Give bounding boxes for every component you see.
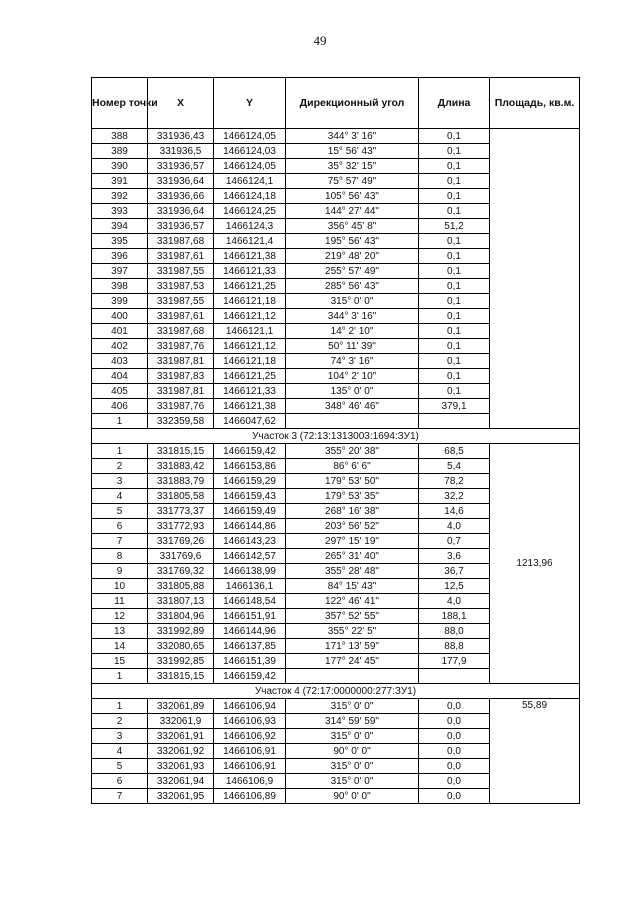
cell-point-number: 2 [92, 714, 148, 729]
cell-x: 331987,55 [148, 294, 214, 309]
cell-length: 0,1 [419, 369, 490, 384]
cell-x: 331987,61 [148, 309, 214, 324]
cell-point-number: 12 [92, 609, 148, 624]
cell-angle: 177° 24' 45" [286, 654, 419, 669]
cell-x: 332061,92 [148, 744, 214, 759]
cell-angle: 195° 56' 43" [286, 234, 419, 249]
cell-y: 1466106,91 [214, 744, 286, 759]
cell-point-number: 14 [92, 639, 148, 654]
cell-point-number: 391 [92, 174, 148, 189]
cell-point-number: 404 [92, 369, 148, 384]
cell-length: 0,1 [419, 204, 490, 219]
section-title-row [92, 429, 580, 444]
cell-point-number: 8 [92, 549, 148, 564]
cell-length: 0,1 [419, 309, 490, 324]
cell-x: 331773,37 [148, 504, 214, 519]
cell-y: 1466121,25 [214, 369, 286, 384]
table-row [92, 699, 580, 714]
cell-length: 177,9 [419, 654, 490, 669]
cell-x: 331815,15 [148, 444, 214, 459]
cell-point-number: 9 [92, 564, 148, 579]
cell-y: 1466124,25 [214, 204, 286, 219]
cell-x: 331987,61 [148, 249, 214, 264]
cell-x: 331805,88 [148, 579, 214, 594]
cell-angle: 14° 2' 10" [286, 324, 419, 339]
cell-angle: 344° 3' 16" [286, 309, 419, 324]
cell-point-number: 7 [92, 789, 148, 804]
cell-x: 331987,53 [148, 279, 214, 294]
cell-y: 1466151,39 [214, 654, 286, 669]
cell-length: 0,1 [419, 279, 490, 294]
cell-length: 0,0 [419, 699, 490, 714]
cell-point-number: 5 [92, 504, 148, 519]
cell-angle: 75° 57' 49" [286, 174, 419, 189]
cell-length: 0,1 [419, 264, 490, 279]
cell-length: 0,1 [419, 159, 490, 174]
cell-length: 0,1 [419, 234, 490, 249]
cell-y: 1466151,91 [214, 609, 286, 624]
cell-point-number: 1 [92, 444, 148, 459]
cell-y: 1466136,1 [214, 579, 286, 594]
cell-y: 1466138,99 [214, 564, 286, 579]
cell-x: 332061,94 [148, 774, 214, 789]
cell-x: 331883,42 [148, 459, 214, 474]
cell-angle: 219° 48' 20" [286, 249, 419, 264]
cell-length: 0,7 [419, 534, 490, 549]
cell-length: 0,1 [419, 339, 490, 354]
cell-angle: 179° 53' 35" [286, 489, 419, 504]
cell-x: 331987,68 [148, 324, 214, 339]
cell-y: 1466143,23 [214, 534, 286, 549]
cell-x: 332061,93 [148, 759, 214, 774]
cell-length: 0,1 [419, 294, 490, 309]
cell-angle: 315° 0' 0" [286, 699, 419, 714]
table-row [92, 444, 580, 459]
section-title-row [92, 684, 580, 699]
cell-angle: 104° 2' 10" [286, 369, 419, 384]
cell-length: 32,2 [419, 489, 490, 504]
cell-angle: 355° 22' 5" [286, 624, 419, 639]
cell-point-number: 403 [92, 354, 148, 369]
cell-angle: 15° 56' 43" [286, 144, 419, 159]
cell-x: 331987,68 [148, 234, 214, 249]
cell-y: 1466159,42 [214, 669, 286, 684]
cell-y: 1466121,38 [214, 399, 286, 414]
cell-x: 332080,65 [148, 639, 214, 654]
cell-length: 4,0 [419, 519, 490, 534]
cell-y: 1466159,49 [214, 504, 286, 519]
cell-point-number: 5 [92, 759, 148, 774]
cell-point-number: 401 [92, 324, 148, 339]
cell-x: 331936,43 [148, 129, 214, 144]
cell-length: 0,1 [419, 129, 490, 144]
cell-point-number: 390 [92, 159, 148, 174]
cell-x: 331805,58 [148, 489, 214, 504]
cell-point-number: 406 [92, 399, 148, 414]
cell-y: 1466144,86 [214, 519, 286, 534]
header-length: Длина [419, 78, 490, 129]
cell-angle: 74° 3' 16" [286, 354, 419, 369]
cell-length: 12,5 [419, 579, 490, 594]
cell-y: 1466124,05 [214, 129, 286, 144]
coordinates-table [91, 77, 580, 804]
cell-point-number: 4 [92, 744, 148, 759]
cell-length: 379,1 [419, 399, 490, 414]
cell-angle: 265° 31' 40" [286, 549, 419, 564]
cell-y: 1466121,4 [214, 234, 286, 249]
cell-point-number: 1 [92, 414, 148, 429]
cell-x: 332061,91 [148, 729, 214, 744]
cell-x: 331807,13 [148, 594, 214, 609]
cell-x: 332061,95 [148, 789, 214, 804]
cell-point-number: 6 [92, 774, 148, 789]
cell-angle: 314° 59' 59" [286, 714, 419, 729]
cell-point-number: 1 [92, 669, 148, 684]
page-number: 49 [313, 33, 327, 48]
cell-angle: 105° 56' 43" [286, 189, 419, 204]
cell-point-number: 389 [92, 144, 148, 159]
cell-length: 0,0 [419, 759, 490, 774]
cell-x: 331987,76 [148, 399, 214, 414]
cell-point-number: 399 [92, 294, 148, 309]
cell-angle: 315° 0' 0" [286, 294, 419, 309]
cell-point-number: 4 [92, 489, 148, 504]
cell-angle: 315° 0' 0" [286, 774, 419, 789]
cell-y: 1466159,43 [214, 489, 286, 504]
cell-y: 1466124,03 [214, 144, 286, 159]
cell-point-number: 388 [92, 129, 148, 144]
cell-y: 1466106,92 [214, 729, 286, 744]
cell-point-number: 3 [92, 474, 148, 489]
cell-length: 51,2 [419, 219, 490, 234]
cell-y: 1466047,62 [214, 414, 286, 429]
section-title: Участок 4 (72:17:0000000:277:ЗУ1) [92, 684, 580, 699]
cell-y: 1466121,1 [214, 324, 286, 339]
cell-angle: 255° 57' 49" [286, 264, 419, 279]
cell-y: 1466159,42 [214, 444, 286, 459]
cell-x: 331987,81 [148, 354, 214, 369]
cell-x: 332061,89 [148, 699, 214, 714]
cell-length: 78,2 [419, 474, 490, 489]
cell-point-number: 398 [92, 279, 148, 294]
table-row [92, 129, 580, 144]
cell-y: 1466121,18 [214, 294, 286, 309]
cell-y: 1466121,12 [214, 309, 286, 324]
cell-y: 1466121,38 [214, 249, 286, 264]
cell-length: 5,4 [419, 459, 490, 474]
cell-point-number: 15 [92, 654, 148, 669]
cell-y: 1466106,93 [214, 714, 286, 729]
cell-y: 1466106,91 [214, 759, 286, 774]
cell-length: 36,7 [419, 564, 490, 579]
cell-angle: 356° 45' 8" [286, 219, 419, 234]
cell-y: 1466124,1 [214, 174, 286, 189]
cell-y: 1466124,05 [214, 159, 286, 174]
cell-angle: 203° 56' 52" [286, 519, 419, 534]
cell-length: 3,6 [419, 549, 490, 564]
cell-length: 88,8 [419, 639, 490, 654]
table-header-row [92, 78, 580, 129]
cell-x: 331987,76 [148, 339, 214, 354]
cell-point-number: 6 [92, 519, 148, 534]
cell-x: 331992,85 [148, 654, 214, 669]
cell-x: 332359,58 [148, 414, 214, 429]
cell-point-number: 11 [92, 594, 148, 609]
cell-angle: 355° 28' 48" [286, 564, 419, 579]
cell-angle: 122° 46' 41" [286, 594, 419, 609]
cell-y: 1466106,94 [214, 699, 286, 714]
cell-angle: 285° 56' 43" [286, 279, 419, 294]
cell-length: 0,0 [419, 774, 490, 789]
cell-x: 332061,9 [148, 714, 214, 729]
cell-y: 1466121,33 [214, 384, 286, 399]
area-cell: 1213,96 [490, 444, 580, 684]
header-y: Y [214, 78, 286, 129]
cell-y: 1466153,86 [214, 459, 286, 474]
header-x: X [148, 78, 214, 129]
cell-x: 331769,6 [148, 549, 214, 564]
cell-angle: 348° 46' 46" [286, 399, 419, 414]
cell-y: 1466121,12 [214, 339, 286, 354]
cell-angle: 144° 27' 44" [286, 204, 419, 219]
cell-y: 1466142,57 [214, 549, 286, 564]
cell-angle: 355° 20' 38" [286, 444, 419, 459]
cell-length [419, 669, 490, 684]
cell-x: 331772,93 [148, 519, 214, 534]
cell-length: 0,0 [419, 789, 490, 804]
cell-angle: 357° 52' 55" [286, 609, 419, 624]
table-body [92, 129, 580, 804]
cell-point-number: 396 [92, 249, 148, 264]
cell-length: 88,0 [419, 624, 490, 639]
cell-angle: 344° 3' 16" [286, 129, 419, 144]
header-point-number: Номер точки [92, 78, 148, 129]
cell-point-number: 397 [92, 264, 148, 279]
area-cell [490, 129, 580, 429]
cell-length: 68,5 [419, 444, 490, 459]
header-area: Площадь, кв.м. [490, 78, 580, 129]
cell-x: 331936,64 [148, 204, 214, 219]
cell-x: 331769,26 [148, 534, 214, 549]
cell-length: 0,0 [419, 729, 490, 744]
header-angle: Дирекционный угол [286, 78, 419, 129]
section-title: Участок 3 (72:13:1313003:1694:ЗУ1) [92, 429, 580, 444]
cell-y: 1466106,89 [214, 789, 286, 804]
area-cell: 55,89 [490, 699, 580, 804]
cell-length: 0,1 [419, 174, 490, 189]
cell-length: 0,1 [419, 324, 490, 339]
cell-x: 331883,79 [148, 474, 214, 489]
cell-angle: 90° 0' 0" [286, 744, 419, 759]
cell-x: 331987,81 [148, 384, 214, 399]
cell-point-number: 2 [92, 459, 148, 474]
cell-point-number: 392 [92, 189, 148, 204]
cell-y: 1466121,25 [214, 279, 286, 294]
cell-point-number: 400 [92, 309, 148, 324]
cell-y: 1466144,96 [214, 624, 286, 639]
cell-length: 4,0 [419, 594, 490, 609]
cell-angle: 315° 0' 0" [286, 729, 419, 744]
cell-point-number: 402 [92, 339, 148, 354]
cell-y: 1466124,3 [214, 219, 286, 234]
cell-angle: 84° 15' 43" [286, 579, 419, 594]
cell-point-number: 7 [92, 534, 148, 549]
cell-length: 0,1 [419, 144, 490, 159]
cell-point-number: 393 [92, 204, 148, 219]
cell-x: 331987,83 [148, 369, 214, 384]
cell-y: 1466137,85 [214, 639, 286, 654]
cell-x: 331804,96 [148, 609, 214, 624]
cell-angle [286, 669, 419, 684]
cell-length [419, 414, 490, 429]
cell-angle: 171° 13' 59" [286, 639, 419, 654]
cell-x: 331936,5 [148, 144, 214, 159]
cell-length: 0,1 [419, 384, 490, 399]
cell-angle: 315° 0' 0" [286, 759, 419, 774]
cell-x: 331936,66 [148, 189, 214, 204]
cell-x: 331936,64 [148, 174, 214, 189]
cell-y: 1466159,29 [214, 474, 286, 489]
cell-point-number: 1 [92, 699, 148, 714]
cell-length: 0,1 [419, 189, 490, 204]
cell-y: 1466121,18 [214, 354, 286, 369]
cell-x: 331769,32 [148, 564, 214, 579]
cell-angle: 35° 32' 15" [286, 159, 419, 174]
cell-angle: 86° 6' 6" [286, 459, 419, 474]
cell-length: 0,1 [419, 354, 490, 369]
cell-point-number: 405 [92, 384, 148, 399]
cell-x: 331987,55 [148, 264, 214, 279]
cell-x: 331815,15 [148, 669, 214, 684]
cell-angle: 50° 11' 39" [286, 339, 419, 354]
cell-y: 1466121,33 [214, 264, 286, 279]
cell-x: 331936,57 [148, 219, 214, 234]
cell-length: 0,0 [419, 714, 490, 729]
cell-angle: 297° 15' 19" [286, 534, 419, 549]
cell-y: 1466106,9 [214, 774, 286, 789]
cell-angle: 179° 53' 50" [286, 474, 419, 489]
cell-length: 14,6 [419, 504, 490, 519]
cell-point-number: 10 [92, 579, 148, 594]
cell-angle: 268° 16' 38" [286, 504, 419, 519]
cell-point-number: 394 [92, 219, 148, 234]
cell-angle [286, 414, 419, 429]
cell-point-number: 13 [92, 624, 148, 639]
cell-angle: 90° 0' 0" [286, 789, 419, 804]
cell-length: 188,1 [419, 609, 490, 624]
cell-length: 0,0 [419, 744, 490, 759]
cell-x: 331936,57 [148, 159, 214, 174]
cell-point-number: 3 [92, 729, 148, 744]
cell-point-number: 395 [92, 234, 148, 249]
cell-y: 1466124,18 [214, 189, 286, 204]
cell-y: 1466148,54 [214, 594, 286, 609]
cell-angle: 135° 0' 0" [286, 384, 419, 399]
cell-x: 331992,89 [148, 624, 214, 639]
cell-length: 0,1 [419, 249, 490, 264]
